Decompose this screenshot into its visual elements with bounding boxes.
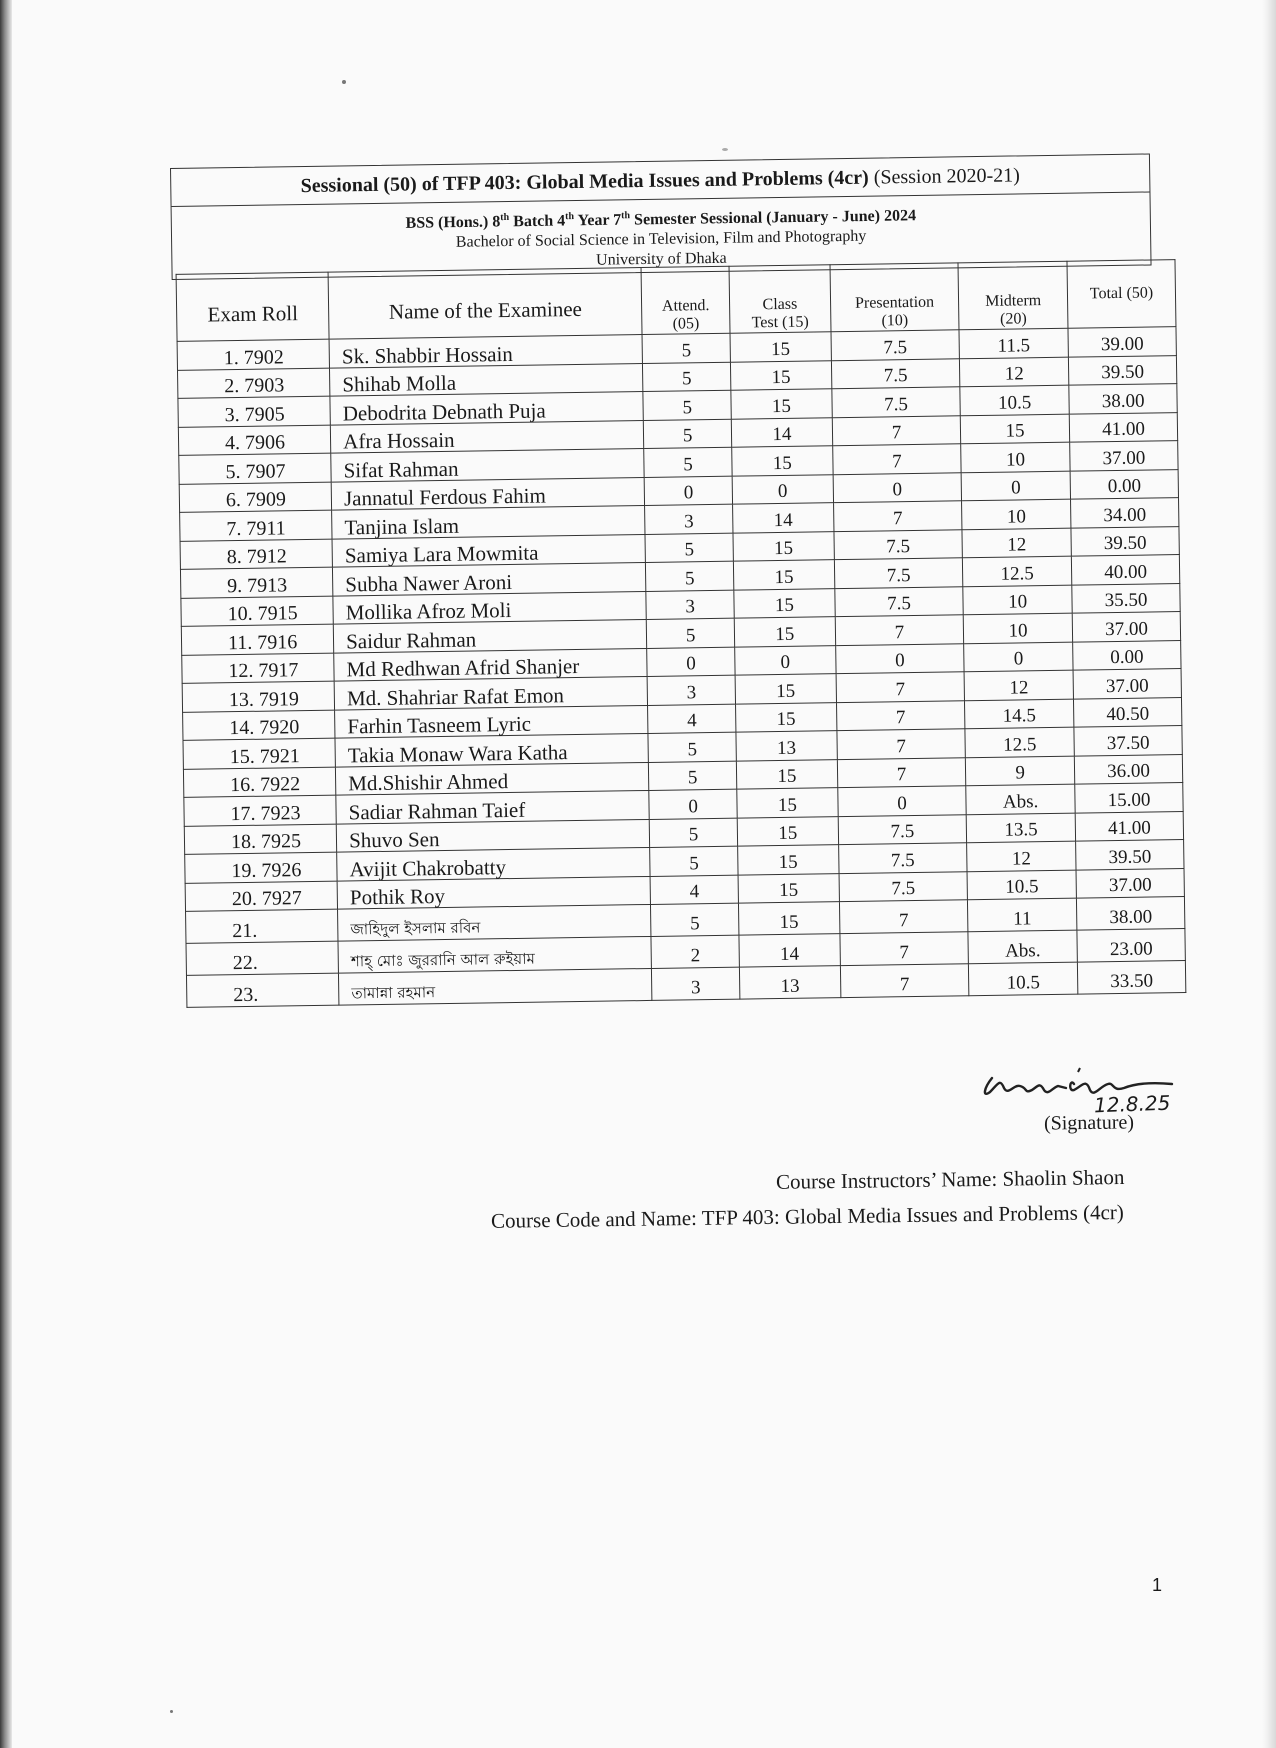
cell-name: Afra Hossain bbox=[330, 420, 644, 453]
cell-attend: 5 bbox=[651, 903, 739, 936]
cell-attend: 0 bbox=[649, 789, 737, 819]
cell-class-test: 15 bbox=[737, 845, 838, 875]
cell-name: Samiya Lara Mowmita bbox=[332, 534, 646, 567]
cell-class-test: 14 bbox=[739, 934, 840, 967]
cell-midterm: 10.5 bbox=[967, 870, 1076, 900]
cell-presentation: 7 bbox=[837, 729, 966, 759]
course-name: Course Code and Name: TFP 403: Global Media Issues and Problems (4cr) bbox=[491, 1200, 1125, 1233]
cell-total: 34.00 bbox=[1071, 498, 1179, 528]
cell-name: Tanjina Islam bbox=[332, 506, 646, 539]
cell-total: 37.00 bbox=[1072, 612, 1180, 642]
signature-date: 12.8.25 bbox=[1093, 1090, 1171, 1118]
cell-attend: 5 bbox=[644, 448, 732, 478]
cell-total: 40.00 bbox=[1071, 555, 1179, 585]
cell-total: 40.50 bbox=[1074, 697, 1182, 727]
cell-midterm: 0 bbox=[964, 642, 1073, 672]
cell-attend: 2 bbox=[651, 935, 739, 968]
cell-presentation: 7 bbox=[840, 964, 969, 998]
cell-presentation: 7 bbox=[833, 444, 962, 474]
cell-class-test: 15 bbox=[733, 532, 834, 562]
sheet-session: (Session 2020-21) bbox=[873, 164, 1021, 189]
cell-name: Md Redhwan Afrid Shanjer bbox=[334, 648, 648, 681]
cell-midterm: 10 bbox=[961, 443, 1070, 473]
cell-midterm: 10.5 bbox=[969, 962, 1078, 996]
cell-midterm: 10 bbox=[963, 613, 1072, 643]
cell-presentation: 7 bbox=[839, 900, 968, 934]
cell-midterm: Abs. bbox=[966, 784, 1075, 814]
cell-attend: 4 bbox=[650, 875, 738, 905]
cell-name: Pothik Roy bbox=[337, 876, 651, 909]
scan-edge-left bbox=[0, 0, 12, 1748]
cell-presentation: 7 bbox=[832, 416, 961, 446]
cell-roll: 16. 7922 bbox=[183, 767, 336, 798]
cell-class-test: 15 bbox=[734, 589, 835, 619]
col-header-attend: Attend. (05) bbox=[641, 267, 729, 335]
signature-label: (Signature) bbox=[1043, 1111, 1135, 1135]
cell-total: 39.50 bbox=[1076, 840, 1184, 870]
cell-class-test: 15 bbox=[733, 560, 834, 590]
cell-presentation: 7.5 bbox=[838, 843, 967, 873]
cell-midterm: 11 bbox=[968, 898, 1077, 932]
cell-name: Md.Shishir Ahmed bbox=[336, 762, 650, 795]
speck bbox=[170, 1710, 173, 1713]
cell-total: 0.00 bbox=[1070, 469, 1178, 499]
cell-total: 37.00 bbox=[1073, 669, 1181, 699]
cell-roll: 2. 7903 bbox=[178, 368, 331, 399]
cell-class-test: 13 bbox=[736, 731, 837, 761]
cell-attend: 5 bbox=[644, 419, 732, 449]
cell-name: Subha Nawer Aroni bbox=[333, 563, 647, 596]
cell-class-test: 14 bbox=[731, 418, 832, 448]
marks-table bbox=[176, 259, 1187, 1008]
cell-name: জাহিদুল ইসলাম রবিন bbox=[338, 905, 652, 942]
col-header-midterm: Midterm (20) bbox=[958, 262, 1068, 331]
cell-name: তামান্না রহমান bbox=[339, 969, 653, 1006]
batch-line: BSS (Hons.) 8th Batch 4th Year 7th Semester Sessional (January - June) 2024 bbox=[405, 207, 917, 232]
cell-name: Sadiar Rahman Taief bbox=[336, 791, 650, 824]
cell-class-test: 15 bbox=[730, 332, 831, 362]
cell-attend: 0 bbox=[647, 647, 735, 677]
cell-presentation: 7 bbox=[833, 501, 962, 531]
cell-roll: 9. 7913 bbox=[180, 567, 333, 598]
cell-class-test: 0 bbox=[734, 646, 835, 676]
cell-total: 35.50 bbox=[1072, 583, 1180, 613]
cell-name: Debodrita Debnath Puja bbox=[330, 392, 644, 425]
cell-class-test: 15 bbox=[732, 446, 833, 476]
cell-total: 39.50 bbox=[1068, 355, 1176, 385]
cell-name: Takia Monaw Wara Katha bbox=[335, 734, 649, 767]
cell-presentation: 0 bbox=[838, 786, 967, 816]
cell-midterm: Abs. bbox=[968, 930, 1077, 964]
cell-class-test: 13 bbox=[739, 966, 840, 999]
cell-roll: 5. 7907 bbox=[179, 453, 332, 484]
cell-midterm: 10 bbox=[962, 500, 1071, 530]
cell-total: 23.00 bbox=[1077, 929, 1185, 963]
cell-name: Mollika Afroz Moli bbox=[333, 591, 647, 624]
program-line: Bachelor of Social Science in Television, Film and Photography bbox=[455, 228, 867, 252]
cell-total: 36.00 bbox=[1074, 754, 1182, 784]
cell-name: Avijit Chakrobatty bbox=[337, 848, 651, 881]
cell-presentation: 0 bbox=[836, 644, 965, 674]
cell-attend: 4 bbox=[648, 704, 736, 734]
cell-class-test: 14 bbox=[732, 503, 833, 533]
cell-name: Farhin Tasneem Lyric bbox=[335, 705, 649, 738]
cell-attend: 5 bbox=[648, 732, 736, 762]
cell-roll: 10. 7915 bbox=[181, 596, 334, 627]
page-number: 1 bbox=[1152, 1575, 1163, 1595]
cell-total: 41.00 bbox=[1069, 412, 1177, 442]
cell-midterm: 12 bbox=[967, 841, 1076, 871]
cell-name: Shihab Molla bbox=[330, 363, 644, 396]
cell-attend: 5 bbox=[649, 761, 737, 791]
col-header-roll: Exam Roll bbox=[176, 272, 329, 341]
cell-roll: 21. bbox=[186, 909, 339, 943]
cell-attend: 5 bbox=[650, 818, 738, 848]
cell-midterm: 12 bbox=[964, 670, 1073, 700]
cell-name: Shuvo Sen bbox=[336, 819, 650, 852]
cell-midterm: 12 bbox=[962, 528, 1071, 558]
cell-roll: 11. 7916 bbox=[181, 624, 334, 655]
cell-attend: 5 bbox=[646, 562, 734, 592]
cell-presentation: 7.5 bbox=[831, 330, 960, 360]
document-page bbox=[12, 0, 1262, 1748]
instructor-name: Course Instructors’ Name: Shaolin Shaon bbox=[775, 1165, 1125, 1194]
cell-roll: 20. 7927 bbox=[185, 881, 338, 912]
cell-attend: 3 bbox=[648, 676, 736, 706]
cell-presentation: 7.5 bbox=[839, 872, 968, 902]
cell-presentation: 7 bbox=[835, 615, 964, 645]
cell-name: Sifat Rahman bbox=[331, 449, 645, 482]
sheet-title-main: Sessional (50) of TFP 403: Global Media Issues and Problems (4cr) bbox=[300, 166, 869, 198]
cell-presentation: 7.5 bbox=[835, 587, 964, 617]
cell-roll: 12. 7917 bbox=[182, 653, 335, 684]
cell-class-test: 15 bbox=[734, 617, 835, 647]
cell-midterm: 10.5 bbox=[960, 386, 1069, 416]
cell-total: 39.50 bbox=[1071, 526, 1179, 556]
cell-total: 38.00 bbox=[1077, 897, 1185, 931]
speck bbox=[722, 148, 728, 151]
cell-midterm: 13.5 bbox=[966, 813, 1075, 843]
cell-class-test: 15 bbox=[738, 873, 839, 903]
cell-midterm: 10 bbox=[963, 585, 1072, 615]
cell-total: 37.00 bbox=[1070, 441, 1178, 471]
col-header-name: Name of the Examinee bbox=[328, 268, 642, 340]
cell-roll: 1. 7902 bbox=[177, 339, 330, 370]
cell-roll: 15. 7921 bbox=[183, 738, 336, 769]
cell-name: Jannatul Ferdous Fahim bbox=[331, 477, 645, 510]
cell-midterm: 11.5 bbox=[959, 329, 1068, 359]
cell-roll: 7. 7911 bbox=[180, 510, 333, 541]
cell-attend: 5 bbox=[643, 362, 731, 392]
cell-presentation: 7 bbox=[836, 672, 965, 702]
cell-name: Saidur Rahman bbox=[333, 620, 647, 653]
cell-roll: 22. bbox=[186, 941, 339, 975]
cell-presentation: 7.5 bbox=[834, 558, 963, 588]
cell-total: 37.00 bbox=[1076, 868, 1184, 898]
speck bbox=[342, 80, 346, 84]
cell-class-test: 15 bbox=[737, 788, 838, 818]
cell-class-test: 15 bbox=[735, 703, 836, 733]
cell-total: 33.50 bbox=[1077, 961, 1185, 995]
cell-roll: 6. 7909 bbox=[179, 482, 332, 513]
col-header-total: Total (50) bbox=[1067, 260, 1176, 329]
cell-roll: 18. 7925 bbox=[184, 824, 337, 855]
col-header-class-test: Class Test (15) bbox=[729, 265, 831, 333]
cell-roll: 3. 7905 bbox=[178, 396, 331, 427]
marks-sheet bbox=[170, 153, 1188, 1008]
cell-total: 39.00 bbox=[1068, 327, 1176, 357]
cell-midterm: 0 bbox=[961, 471, 1070, 501]
cell-class-test: 15 bbox=[736, 759, 837, 789]
cell-midterm: 9 bbox=[965, 756, 1074, 786]
cell-midterm: 12 bbox=[960, 357, 1069, 387]
cell-presentation: 7.5 bbox=[838, 815, 967, 845]
cell-attend: 5 bbox=[645, 533, 733, 563]
cell-attend: 3 bbox=[646, 590, 734, 620]
cell-name: Sk. Shabbir Hossain bbox=[329, 335, 643, 368]
cell-roll: 19. 7926 bbox=[185, 852, 338, 883]
cell-roll: 14. 7920 bbox=[183, 710, 336, 741]
cell-attend: 5 bbox=[643, 391, 731, 421]
cell-midterm: 12.5 bbox=[962, 556, 1071, 586]
scan-edge-right bbox=[1262, 0, 1276, 1748]
col-header-presentation: Presentation (10) bbox=[830, 263, 959, 332]
cell-total: 0.00 bbox=[1073, 640, 1181, 670]
cell-total: 38.00 bbox=[1069, 384, 1177, 414]
cell-class-test: 15 bbox=[731, 389, 832, 419]
cell-roll: 17. 7923 bbox=[184, 795, 337, 826]
cell-class-test: 15 bbox=[738, 902, 839, 935]
cell-class-test: 15 bbox=[737, 816, 838, 846]
cell-midterm: 12.5 bbox=[965, 727, 1074, 757]
cell-attend: 5 bbox=[642, 334, 730, 364]
cell-roll: 8. 7912 bbox=[180, 539, 333, 570]
cell-presentation: 7.5 bbox=[834, 530, 963, 560]
cell-total: 15.00 bbox=[1075, 783, 1183, 813]
cell-attend: 3 bbox=[645, 505, 733, 535]
cell-total: 41.00 bbox=[1075, 811, 1183, 841]
cell-attend: 5 bbox=[647, 619, 735, 649]
cell-presentation: 7.5 bbox=[832, 387, 961, 417]
cell-presentation: 7 bbox=[840, 932, 969, 966]
cell-class-test: 0 bbox=[732, 475, 833, 505]
cell-presentation: 7 bbox=[836, 701, 965, 731]
cell-total: 37.50 bbox=[1074, 726, 1182, 756]
cell-roll: 23. bbox=[186, 973, 339, 1007]
cell-attend: 3 bbox=[652, 967, 740, 1000]
cell-presentation: 0 bbox=[833, 473, 962, 503]
cell-midterm: 15 bbox=[960, 414, 1069, 444]
cell-roll: 4. 7906 bbox=[178, 425, 331, 456]
university-line: University of Dhaka bbox=[595, 250, 727, 270]
cell-class-test: 15 bbox=[735, 674, 836, 704]
cell-name: শাহ্‌ মোঃ জুররানি আল রুইয়াম bbox=[338, 937, 652, 974]
cell-class-test: 15 bbox=[730, 361, 831, 391]
cell-attend: 0 bbox=[645, 476, 733, 506]
cell-presentation: 7 bbox=[837, 758, 966, 788]
cell-midterm: 14.5 bbox=[965, 699, 1074, 729]
cell-attend: 5 bbox=[650, 846, 738, 876]
cell-name: Md. Shahriar Rafat Emon bbox=[334, 677, 648, 710]
cell-roll: 13. 7919 bbox=[182, 681, 335, 712]
cell-presentation: 7.5 bbox=[831, 359, 960, 389]
